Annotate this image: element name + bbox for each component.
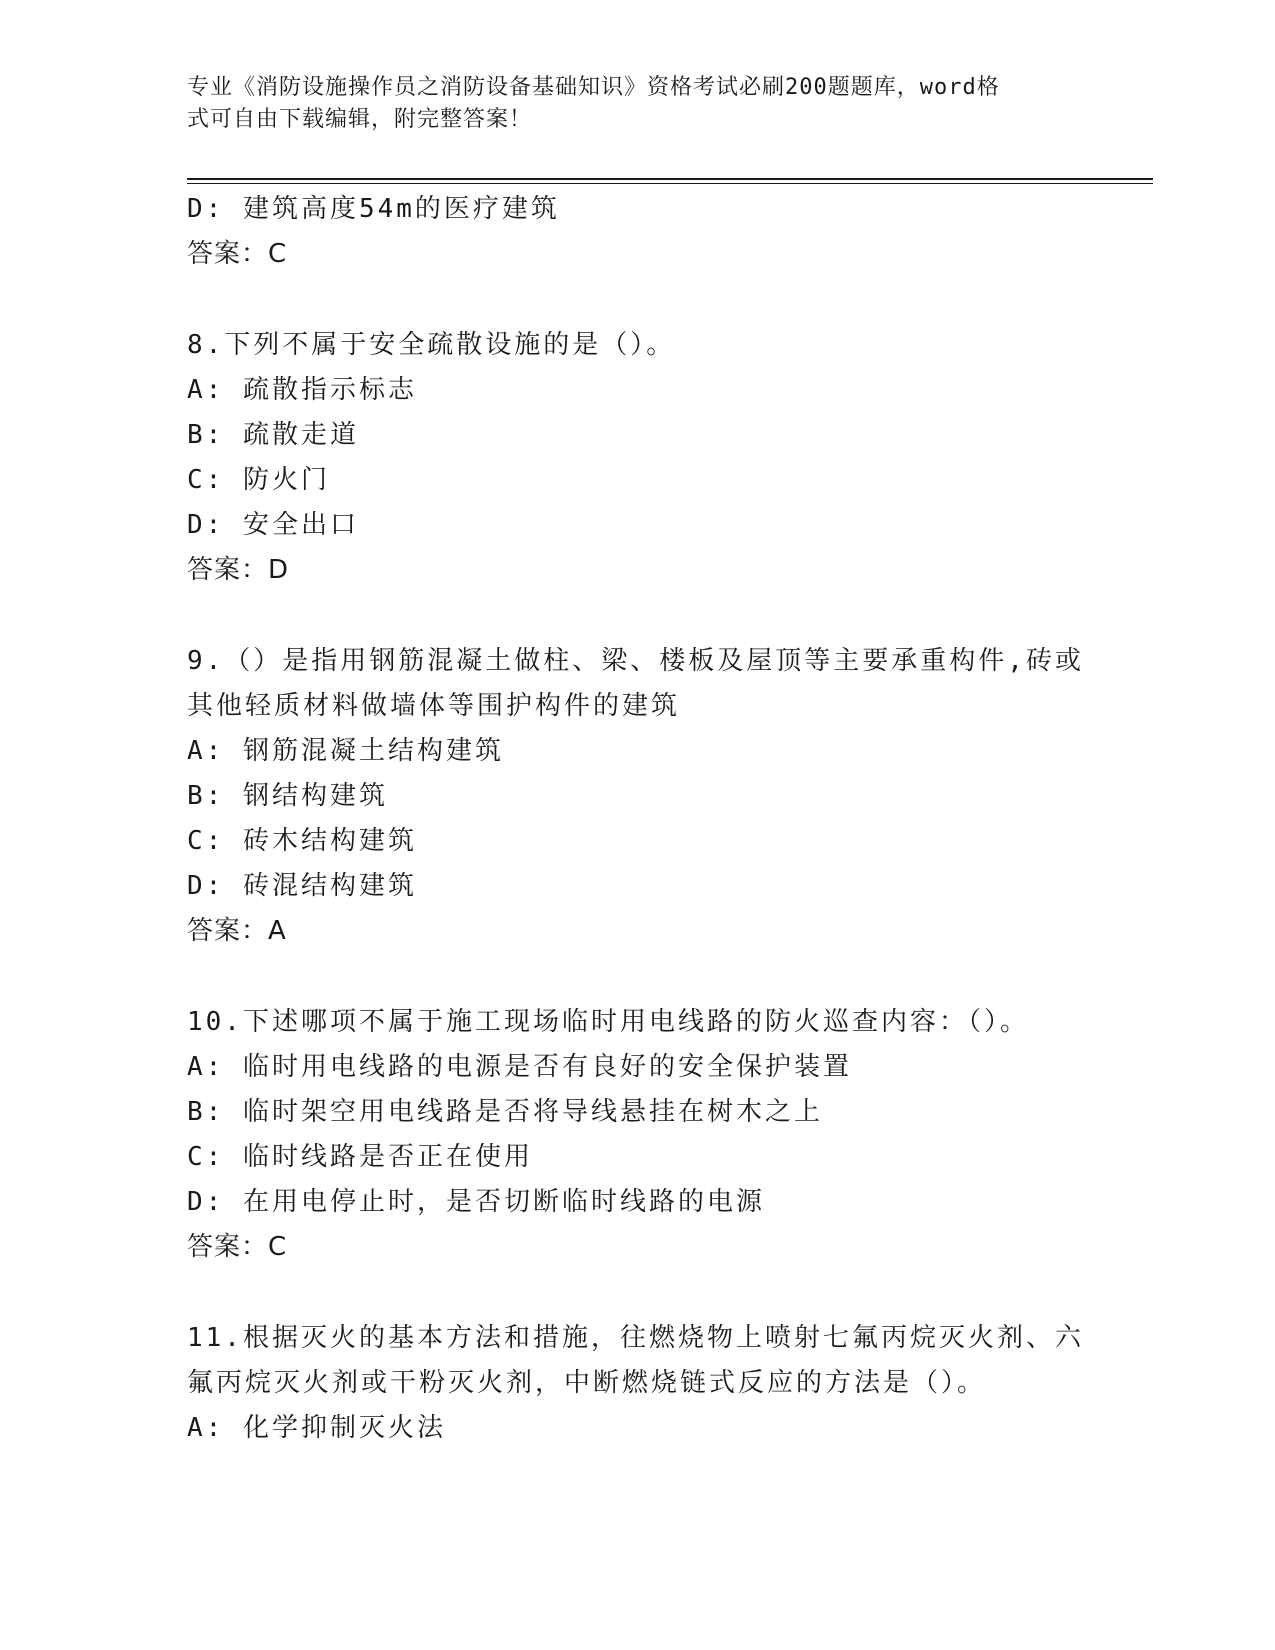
question-item	[187, 323, 1087, 593]
option-d: D: 建筑高度54m的医疗建筑	[187, 194, 560, 224]
question-item	[187, 639, 1087, 954]
option-a: A: 化学抑制灭火法	[187, 1413, 446, 1443]
question-list	[187, 187, 1087, 1451]
spacer	[187, 1270, 1087, 1316]
header-title-line-1: 专业《消防设施操作员之消防设备基础知识》资格考试必刷200题题库，word格	[187, 75, 1000, 100]
question-item	[187, 1000, 1087, 1270]
header-rule-thin	[187, 183, 1153, 184]
page-header	[187, 72, 1067, 136]
option-d: D: 在用电停止时，是否切断临时线路的电源	[187, 1187, 765, 1217]
option-c: C: 砖木结构建筑	[187, 826, 417, 856]
option-c: C: 临时线路是否正在使用	[187, 1142, 533, 1172]
question-text-continued: 氟丙烷灭火剂或干粉灭火剂，中断燃烧链式反应的方法是（）。	[187, 1368, 987, 1398]
answer-line: 答案：D	[187, 555, 290, 585]
answer-line: 答案：C	[187, 1232, 288, 1262]
header-title-line-2: 式可自由下载编辑，附完整答案！	[187, 107, 533, 132]
option-a: A: 疏散指示标志	[187, 375, 417, 405]
option-a: A: 钢筋混凝土结构建筑	[187, 736, 504, 766]
option-d: D: 砖混结构建筑	[187, 871, 417, 901]
option-b: B: 钢结构建筑	[187, 781, 388, 811]
spacer	[187, 593, 1087, 639]
answer-line: 答案：C	[187, 239, 288, 269]
question-item	[187, 1316, 1087, 1451]
spacer	[187, 277, 1087, 323]
question-text-continued: 其他轻质材料做墙体等围护构件的建筑	[187, 691, 681, 721]
option-a: A: 临时用电线路的电源是否有良好的安全保护装置	[187, 1052, 852, 1082]
question-text: 11.根据灭火的基本方法和措施，往燃烧物上喷射七氟丙烷灭火剂、六	[187, 1323, 1084, 1353]
question-text: 9.（）是指用钢筋混凝土做柱、梁、楼板及屋顶等主要承重构件,砖或	[187, 646, 1084, 676]
spacer	[187, 954, 1087, 1000]
header-rule-thick	[187, 178, 1153, 180]
answer-line: 答案：A	[187, 916, 287, 946]
option-b: B: 疏散走道	[187, 420, 359, 450]
question-text: 10.下述哪项不属于施工现场临时用电线路的防火巡查内容：（）。	[187, 1007, 1029, 1037]
question-text: 8.下列不属于安全疏散设施的是（）。	[187, 330, 676, 360]
option-d: D: 安全出口	[187, 510, 359, 540]
option-c: C: 防火门	[187, 465, 330, 495]
option-b: B: 临时架空用电线路是否将导线悬挂在树木之上	[187, 1097, 823, 1127]
